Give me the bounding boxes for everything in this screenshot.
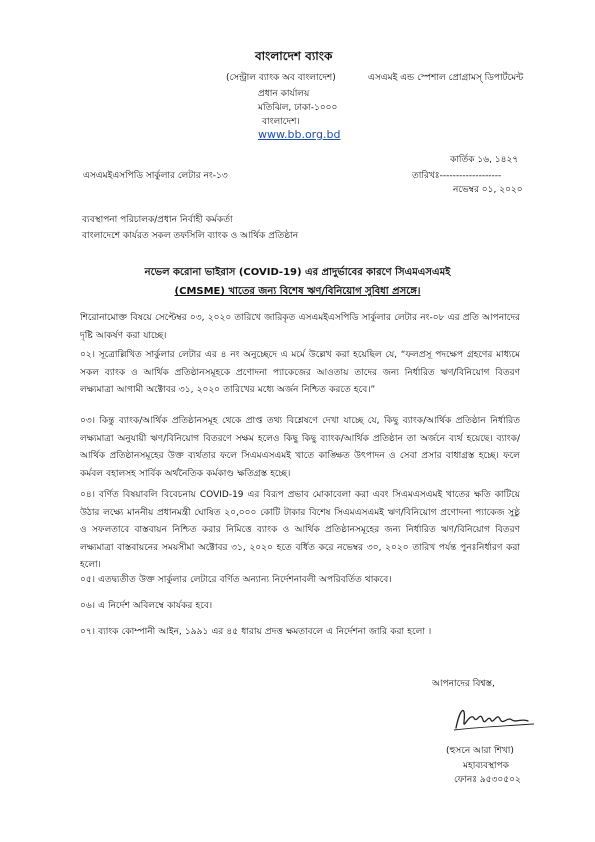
addressee-title: ব্যবস্থাপনা পরিচালক/প্রধান নির্বাহী কর্মকর্তা [82,215,233,225]
paragraph-07: ০৭। ব্যাংক কোম্পানী আইন, ১৯৯১ এর ৪৫ ধারায় প্রদত্ত ক্ষমতাবলে এ নির্দেশনা জারি করা হলো । [80,627,432,637]
signatory-phone: ফোনঃ ৯৫৩০৫০২ [454,775,521,785]
paragraph-06: ০৬। এ নির্দেশ অবিলম্বে কার্যকর হবে। [80,601,213,611]
circular-number: এসএমইএসপিডি সার্কুলার লেটার নং-১৩ [83,171,228,181]
subject-line-2 [50,284,545,301]
date-label: তারিখঃ------------------- [412,171,502,181]
paragraph-05: ০৫। এতদ্ব্যতীত উক্ত সার্কুলার লেটারে বর্ণিত অন্যান্য নির্দেশনাবলী অপরিবর্তিত থাকবে। [80,575,392,585]
paragraph-04: ০৪। বর্ণিত বিষয়াবলি বিবেচনায় COVID-19 এর বিরূপ প্রভাব মোকাবেলা করা এবং সিএমএসএমই খাতের ক্ষতি কাটিয়ে উঠার লক্ষ্যে মাননীয় প্রধানমন্ত্রী ঘোষিত ২০,০০০ কোটি টাকার বিশেষ সিএমএসএমই ঋণ/বিনিয়োগ প্রণোদনা প্যাকেজ সুষ্ঠু ও সফলতাবে বাস্তবায়ন নিশ্চিত করার নিমিত্তে ব্যাংক ও আর্থিক প্রতিষ্ঠানসমূহের জন্য নির্ধারিত ঋণ/বিনিয়োগ বিতরণ লক্ষ্যমাত্রা বাস্তবায়নের সময়সীমা অক্টোবর ৩১, ২০২০ হতে বর্ধিত করে নভেম্বর ৩০, ২০২০ তারিখ পর্যন্ত পুনঃনির্ধারণ করা হলো। [80,490,520,571]
signatory-designation: মহাব্যবস্থাপক [463,761,509,771]
addressee-institutions: বাংলাদেশে কার্যরত সকল তফসিলি ব্যাংক ও আর্থিক প্রতিষ্ঠান [82,231,299,241]
office-name: প্রধান কার্যালয় [258,89,310,99]
signature-image [450,700,540,736]
closing-salutation: আপনাদের বিশ্বস্ত, [432,679,495,689]
subject-line-2-text: (CMSME) খাতের জন্য বিশেষ ঋণ/বিনিয়োগ সুবিধা প্রসঙ্গে। [174,286,421,297]
paragraph-03: ০৩। কিন্তু ব্যাংক/আর্থিক প্রতিষ্ঠানসমূহ থেকে প্রাপ্ত তথ্য বিশ্লেষণে দেখা যাচ্ছে যে, কিছু ব্যাংক/আর্থিক প্রতিষ্ঠান নির্ধারিত লক্ষ্যমাত্রা অনুযায়ী ঋণ/বিনিয়োগ বিতরণে সক্ষম হলেও কিছু কিছু ব্যাংক/আর্থিক প্রতিষ্ঠান তা অর্জনে ব্যর্থ হয়েছে। ব্যাংক/আর্থিক প্রতিষ্ঠানসমূহের উক্ত ব্যর্থতার ফলে সিএমএসএমই খাতে কাঙ্ক্ষিত উৎপাদন ও সেবা প্রসার বাধাগ্রস্ত হচ্ছে। ফলে কর্মবল বহালসহ সার্বিক অর্থনৈতিক কর্মকাণ্ড ক্ষতিগ্রস্ত হচ্ছে। [80,416,520,479]
paragraph-02: ০২। সূত্রোল্লিখিত সার্কুলার লেটার এর ৪ নং অনুচ্ছেদে এ মর্মে উল্লেখ করা হয়েছিল যে, “ফলপ্রসূ পদক্ষেপ গ্রহণের মাধ্যমে সকল ব্যাংক ও আর্থিক প্রতিষ্ঠানসমূহকে প্রণোদনা প্যাকেজের আওতায় তাদের জন্য নির্ধারিত ঋণ/বিনিয়োগ বিতরণ লক্ষ্যমাত্রা আগামী অক্টোবর ৩১, ২০২০ তারিখের মধ্যে অর্জন নিশ্চিত করতে হবে।” [80,350,520,396]
subject-line-1: নভেল করোনা ভাইরাস (COVID-19) এর প্রাদুর্ভাবের কারণে সিএমএসএমই [144,267,451,278]
bank-name: বাংলাদেশ ব্যাংক [255,49,333,63]
address-line-2: বাংলাদেশ। [262,117,300,127]
department-name: এসএমই এন্ড স্পেশাল প্রোগ্রামস্ ডিপার্টমেন্ট [368,73,524,83]
issue-date: নভেম্বর ০১, ২০২০ [453,185,523,195]
bangla-date: কার্তিক ১৬, ১৪২৭ [450,155,519,165]
signatory-name: (হুসনে আরা শিখা) [446,746,514,756]
address-line-1: মতিঝিল, ঢাকা-১০০০ [258,103,338,113]
website-link[interactable]: www.bb.org.bd [258,128,341,141]
bank-subtitle: (সেন্ট্রাল ব্যাংক অব বাংলাদেশ) [226,73,336,83]
paragraph-intro: শিরোনামোক্ত বিষয়ে সেপ্টেম্বর ০৩, ২০২০ তারিখে জারিকৃত এসএমইএসপিডি সার্কুলার লেটার নং-০৮ এর প্রতি আপনাদের দৃষ্টি আকর্ষণ করা যাচ্ছে। [80,313,520,341]
